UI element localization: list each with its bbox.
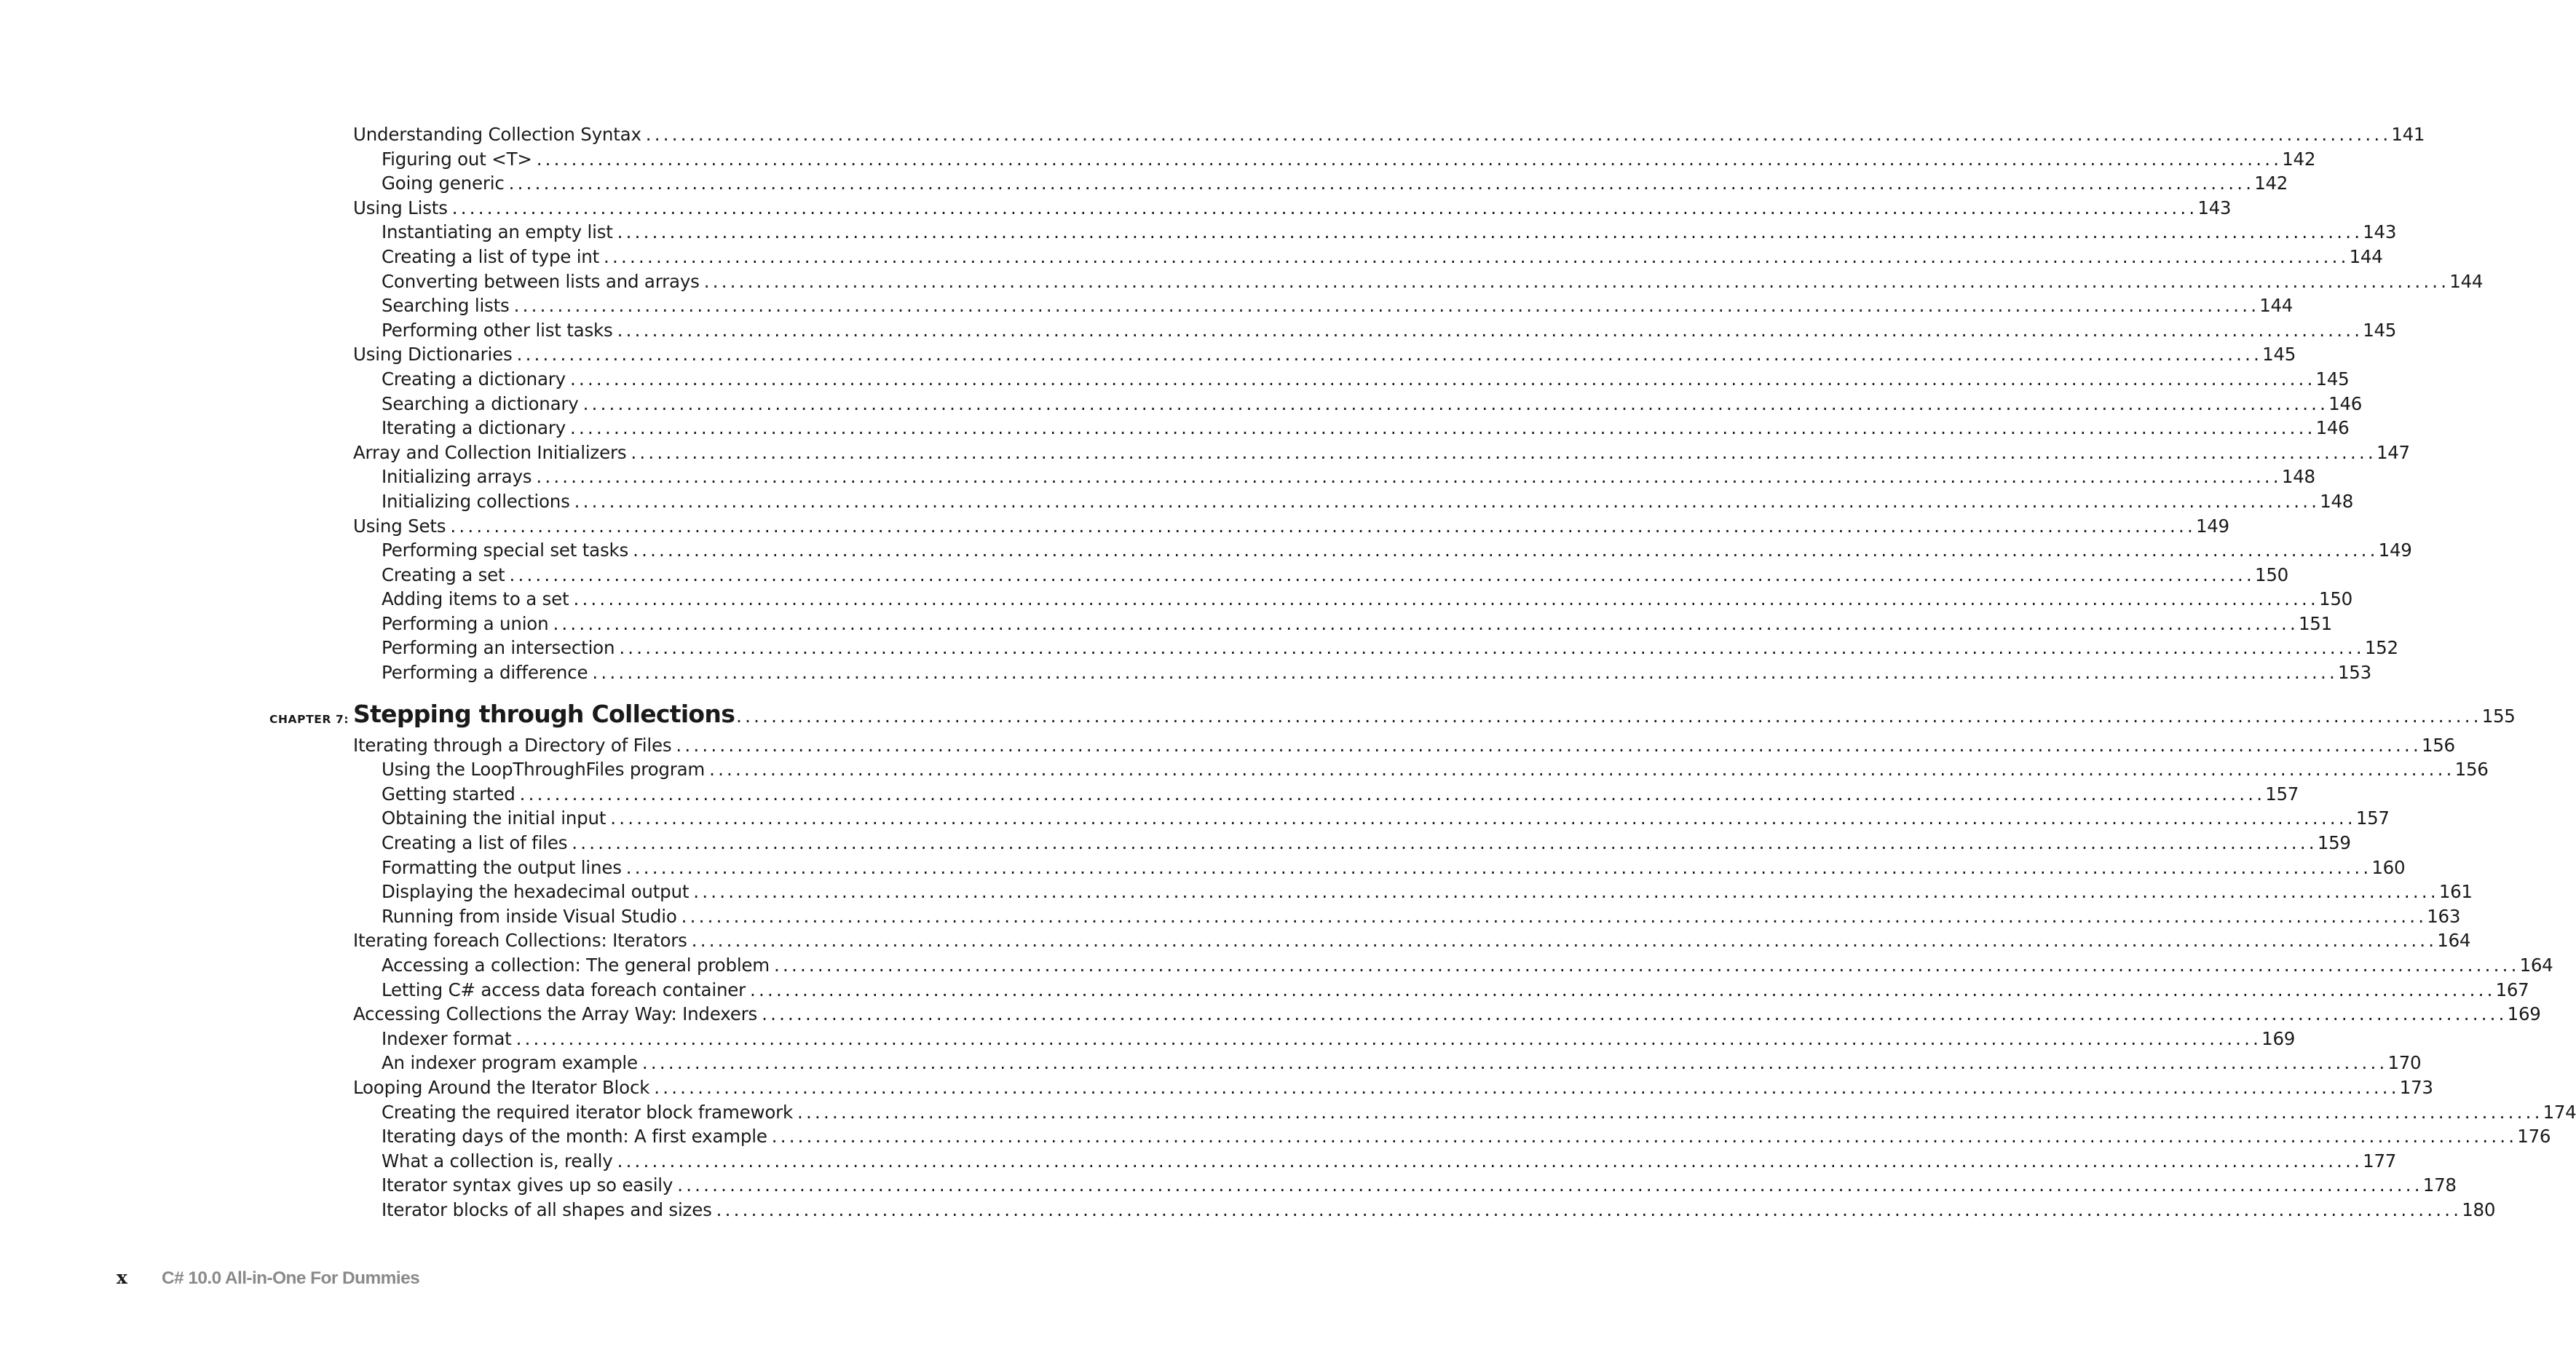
toc-sections-before <box>353 122 2484 685</box>
entry-title: Creating a list of files <box>382 832 568 854</box>
entry-title: Accessing a collection: The general problem <box>382 955 770 976</box>
toc-section-entry <box>353 342 2296 367</box>
entry-page-number: 150 <box>2255 564 2288 585</box>
entry-title: Performing a difference <box>382 662 588 684</box>
dot-leader: ........................................................................................................................................................................................................ <box>604 245 2350 267</box>
page-footer <box>116 1267 419 1289</box>
entry-title: An indexer program example <box>382 1052 638 1074</box>
dot-leader: ........................................................................................................................................................................................................ <box>610 807 2356 829</box>
entry-page-number: 146 <box>2328 392 2363 414</box>
dot-leader: ........................................................................................................................................................................................................ <box>625 856 2372 878</box>
dot-leader: ........................................................................................................................................................................................................ <box>572 832 2318 854</box>
entry-title: Formatting the output lines <box>382 856 622 878</box>
dot-leader: ........................................................................................................................................................................................................ <box>797 1101 2543 1123</box>
toc-subsection-entry <box>353 1173 2457 1198</box>
entry-page-number: 144 <box>2349 245 2383 267</box>
entry-title: Understanding Collection Syntax <box>353 124 641 145</box>
dot-leader: ........................................................................................................................................................................................................ <box>750 979 2496 1000</box>
dot-leader: ........................................................................................................................................................................................................ <box>736 705 2482 727</box>
chapter-heading <box>269 695 2516 733</box>
entry-title: Performing a union <box>382 612 549 634</box>
toc-subsection-entry <box>353 660 2371 685</box>
dot-leader: ........................................................................................................................................................................................................ <box>677 1174 2423 1196</box>
toc-subsection-entry <box>353 1198 2496 1222</box>
entry-page-number: 156 <box>2454 759 2489 781</box>
toc-section-entry <box>353 196 2232 221</box>
dot-leader: ........................................................................................................................................................................................................ <box>617 319 2363 341</box>
entry-title: Using the LoopThroughFiles program <box>382 759 706 781</box>
toc-subsection-entry <box>353 880 2473 904</box>
dot-leader: ........................................................................................................................................................................................................ <box>570 417 2316 439</box>
entry-title: Using Lists <box>353 197 448 218</box>
toc-section-entry <box>353 1075 2433 1100</box>
dot-leader: ........................................................................................................................................................................................................ <box>771 1126 2518 1147</box>
entry-title: Creating a set <box>382 564 505 585</box>
toc-subsection-entry <box>353 489 2354 514</box>
dot-leader: ........................................................................................................................................................................................................ <box>519 783 2266 805</box>
entry-page-number: 169 <box>2261 1027 2296 1049</box>
chapter-label: CHAPTER 7: <box>269 712 349 726</box>
toc-subsection-entry <box>353 1027 2296 1051</box>
entry-title: Performing an intersection <box>382 637 615 659</box>
toc-subsection-entry <box>353 806 2390 831</box>
toc-subsection-entry <box>353 904 2461 929</box>
dot-leader: ........................................................................................................................................................................................................ <box>553 612 2299 634</box>
toc-subsection-entry <box>353 612 2332 636</box>
dot-leader: ........................................................................................................................................................................................................ <box>681 905 2427 927</box>
entry-title: Running from inside Visual Studio <box>382 905 677 927</box>
entry-title: Creating the required iterator block framework <box>382 1101 794 1123</box>
dot-leader: ........................................................................................................................................................................................................ <box>703 270 2450 292</box>
entry-title: Letting C# access data foreach container <box>382 979 746 1000</box>
entry-title: Using Dictionaries <box>353 344 513 366</box>
toc-subsection-entry <box>353 636 2398 660</box>
toc-subsection-entry <box>353 757 2489 782</box>
entry-title: Initializing collections <box>382 490 570 512</box>
entry-title: Accessing Collections the Array Way: Indexers <box>353 1003 758 1025</box>
chapter-title: Stepping through Collections <box>353 699 735 728</box>
entry-title: Obtaining the initial input <box>382 807 607 829</box>
dot-leader: ........................................................................................................................................................................................................ <box>582 392 2329 414</box>
entry-title: Initializing arrays <box>382 466 532 488</box>
toc-section-entry <box>353 1002 2541 1027</box>
dot-leader: ........................................................................................................................................................................................................ <box>693 881 2439 903</box>
toc-section-entry <box>353 514 2229 539</box>
entry-title: Searching a dictionary <box>382 392 579 414</box>
toc-subsection-entry <box>353 293 2293 318</box>
entry-title: What a collection is, really <box>382 1150 613 1172</box>
entry-page-number: 173 <box>2399 1076 2433 1098</box>
entry-page-number: 148 <box>2281 466 2315 488</box>
toc-subsection-entry <box>353 220 2397 245</box>
table-of-contents <box>269 122 2576 1222</box>
toc-subsection-entry <box>353 587 2352 612</box>
dot-leader: ........................................................................................................................................................................................................ <box>516 344 2263 366</box>
entry-page-number: 157 <box>2355 807 2390 829</box>
toc-subsection-entry <box>353 782 2299 807</box>
dot-leader: ........................................................................................................................................................................................................ <box>574 490 2320 512</box>
dot-leader: ........................................................................................................................................................................................................ <box>536 148 2283 170</box>
entry-title: Array and Collection Initializers <box>353 441 627 463</box>
entry-page-number: 163 <box>2427 905 2461 927</box>
entry-title: Instantiating an empty list <box>382 221 613 243</box>
entry-page-number: 141 <box>2391 124 2425 145</box>
toc-section-entry <box>353 122 2425 147</box>
entry-page-number: 169 <box>2507 1003 2541 1025</box>
dot-leader: ........................................................................................................................................................................................................ <box>592 662 2338 684</box>
running-book-title: C# 10.0 All-in-One For Dummies <box>162 1268 420 1288</box>
entry-title: Looping Around the Iterator Block <box>353 1076 650 1098</box>
dot-leader: ........................................................................................................................................................................................................ <box>515 1027 2262 1049</box>
entry-title: Iterating days of the month: A first example <box>382 1126 767 1147</box>
dot-leader: ........................................................................................................................................................................................................ <box>450 515 2196 537</box>
entry-title: Displaying the hexadecimal output <box>382 881 690 903</box>
dot-leader: ........................................................................................................................................................................................................ <box>633 540 2379 561</box>
toc-subsection-entry <box>353 1149 2397 1174</box>
dot-leader: ........................................................................................................................................................................................................ <box>619 637 2365 659</box>
toc-section-entry <box>353 441 2410 465</box>
dot-leader: ........................................................................................................................................................................................................ <box>451 197 2198 218</box>
dot-leader: ........................................................................................................................................................................................................ <box>536 466 2282 488</box>
toc-subsection-entry <box>353 1051 2422 1075</box>
entry-page-number: 180 <box>2462 1198 2496 1220</box>
toc-subsection-entry <box>353 563 2288 588</box>
dot-leader: ........................................................................................................................................................................................................ <box>641 1052 2388 1074</box>
entry-page-number: 164 <box>2437 930 2471 952</box>
dot-leader: ........................................................................................................................................................................................................ <box>716 1198 2462 1220</box>
entry-page-number: 149 <box>2378 540 2412 561</box>
entry-title: Iterating through a Directory of Files <box>353 734 672 756</box>
entry-page-number: 142 <box>2254 173 2288 194</box>
toc-subsection-entry <box>353 245 2383 269</box>
toc-subsection-entry <box>353 392 2363 416</box>
entry-title: Iterator blocks of all shapes and sizes <box>382 1198 712 1220</box>
toc-sections-after <box>353 733 2576 1222</box>
entry-page-number: 160 <box>2371 856 2406 878</box>
entry-page-number: 174 <box>2543 1101 2576 1123</box>
page-folio: x <box>116 1267 127 1288</box>
dot-leader: ........................................................................................................................................................................................................ <box>569 368 2316 390</box>
toc-section-entry <box>353 928 2471 953</box>
dot-leader: ........................................................................................................................................................................................................ <box>617 1150 2363 1172</box>
entry-title: Creating a dictionary <box>382 368 566 390</box>
toc-subsection-entry <box>353 978 2529 1003</box>
entry-title: Adding items to a set <box>382 588 569 610</box>
dot-leader: ........................................................................................................................................................................................................ <box>631 441 2377 463</box>
entry-title: Converting between lists and arrays <box>382 270 700 292</box>
toc-subsection-entry <box>353 171 2288 196</box>
toc-subsection-entry <box>353 953 2553 978</box>
entry-title: Iterating a dictionary <box>382 417 566 439</box>
toc-subsection-entry <box>353 856 2406 880</box>
dot-leader: ........................................................................................................................................................................................................ <box>676 734 2422 756</box>
toc-subsection-entry <box>353 269 2484 294</box>
dot-leader: ........................................................................................................................................................................................................ <box>645 124 2392 145</box>
entry-page-number: 149 <box>2195 515 2229 537</box>
entry-page-number: 150 <box>2319 588 2352 610</box>
entry-page-number: 144 <box>2259 295 2293 317</box>
entry-page-number: 145 <box>2363 319 2397 341</box>
entry-page-number: 144 <box>2449 270 2484 292</box>
entry-page-number: 164 <box>2519 955 2553 976</box>
entry-title: Figuring out <T> <box>382 148 532 170</box>
entry-page-number: 170 <box>2387 1052 2422 1074</box>
entry-page-number: 156 <box>2421 734 2455 756</box>
dot-leader: ........................................................................................................................................................................................................ <box>773 955 2520 976</box>
entry-page-number: 147 <box>2376 441 2410 463</box>
entry-title: Getting started <box>382 783 515 805</box>
toc-subsection-entry <box>353 538 2412 563</box>
entry-title: Creating a list of type int <box>382 245 600 267</box>
entry-page-number: 178 <box>2422 1174 2457 1196</box>
dot-leader: ........................................................................................................................................................................................................ <box>513 295 2260 317</box>
dot-leader: ........................................................................................................................................................................................................ <box>509 564 2256 585</box>
entry-page-number: 143 <box>2197 197 2232 218</box>
dot-leader: ........................................................................................................................................................................................................ <box>654 1076 2400 1098</box>
entry-title: Performing other list tasks <box>382 319 613 341</box>
entry-page-number: 142 <box>2282 148 2316 170</box>
entry-title: Performing special set tasks <box>382 540 629 561</box>
dot-leader: ........................................................................................................................................................................................................ <box>762 1003 2508 1025</box>
toc-subsection-entry <box>353 1124 2551 1149</box>
entry-title: Going generic <box>382 173 505 194</box>
dot-leader: ........................................................................................................................................................................................................ <box>709 759 2455 781</box>
toc-subsection-entry <box>353 416 2350 441</box>
entry-page-number: 146 <box>2315 417 2350 439</box>
toc-subsection-entry <box>353 465 2315 489</box>
entry-page-number: 151 <box>2299 612 2332 634</box>
entry-page-number: 167 <box>2495 979 2529 1000</box>
entry-page-number: 153 <box>2338 662 2371 684</box>
entry-title: Iterating foreach Collections: Iterators <box>353 930 687 952</box>
toc-section-entry <box>353 733 2455 758</box>
toc-subsection-entry <box>353 831 2351 856</box>
entry-page-number: 177 <box>2363 1150 2397 1172</box>
chapter-page-number: 155 <box>2481 705 2516 727</box>
toc-subsection-entry <box>353 367 2350 392</box>
dot-leader: ........................................................................................................................................................................................................ <box>573 588 2320 610</box>
entry-title: Using Sets <box>353 515 446 537</box>
entry-page-number: 145 <box>2262 344 2296 366</box>
entry-title: Indexer format <box>382 1027 512 1049</box>
entry-page-number: 176 <box>2517 1126 2551 1147</box>
dot-leader: ........................................................................................................................................................................................................ <box>508 173 2255 194</box>
entry-page-number: 159 <box>2317 832 2351 854</box>
entry-page-number: 161 <box>2438 881 2473 903</box>
toc-subsection-entry <box>353 318 2397 343</box>
dot-leader: ........................................................................................................................................................................................................ <box>617 221 2363 243</box>
entry-title: Searching lists <box>382 295 510 317</box>
entry-page-number: 152 <box>2364 637 2398 659</box>
toc-subsection-entry <box>353 1100 2576 1125</box>
entry-page-number: 145 <box>2315 368 2350 390</box>
entry-page-number: 143 <box>2363 221 2397 243</box>
dot-leader: ........................................................................................................................................................................................................ <box>691 930 2438 952</box>
entry-page-number: 148 <box>2320 490 2354 512</box>
toc-subsection-entry <box>353 147 2316 172</box>
entry-page-number: 157 <box>2265 783 2299 805</box>
entry-title: Iterator syntax gives up so easily <box>382 1174 673 1196</box>
